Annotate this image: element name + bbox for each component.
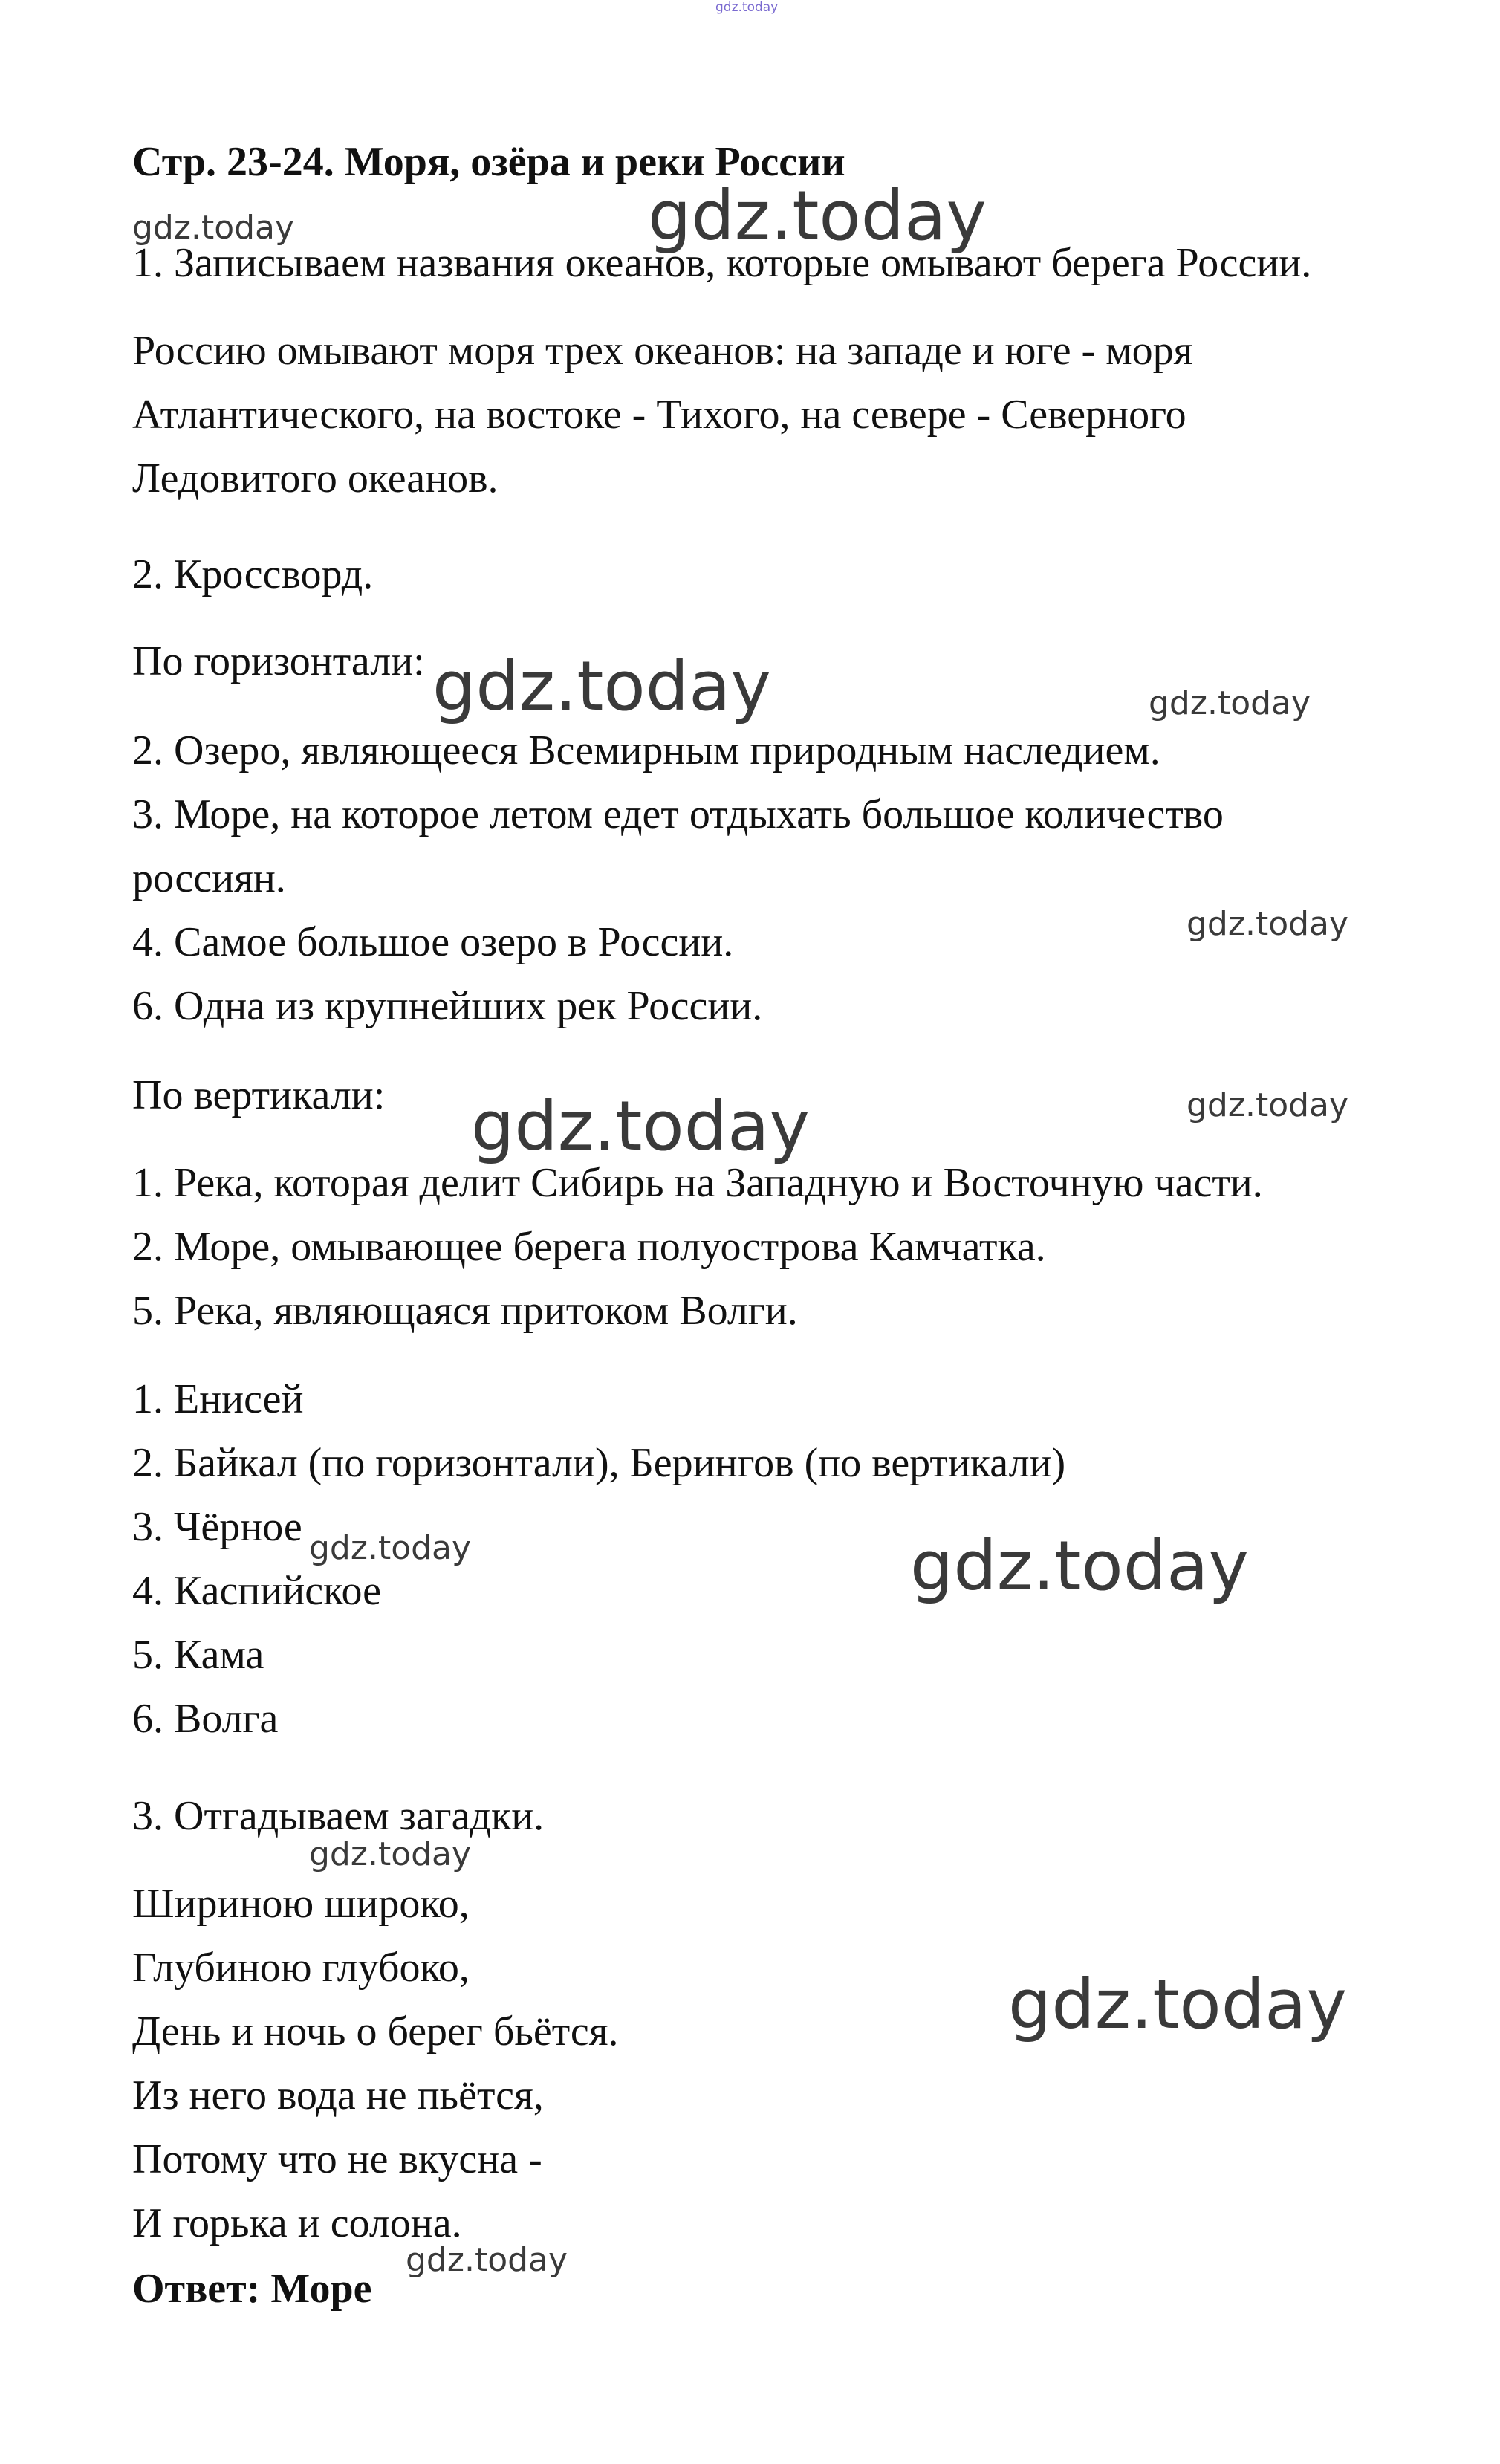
crossword-answer: 6. Волга: [132, 1696, 279, 1742]
watermark: gdz.today: [309, 1835, 472, 1873]
task1-line: Ледовитого океанов.: [132, 455, 499, 502]
horizontal-clue: 2. Озеро, являющееся Всемирным природным наследием.: [132, 727, 1160, 774]
riddle-line: День и ночь о берег бьётся.: [132, 2009, 619, 2055]
watermark: gdz.today: [132, 209, 295, 247]
crossword-answer: 3. Чёрное: [132, 1504, 302, 1550]
task2-heading: 2. Кроссворд.: [132, 551, 374, 597]
riddle-answer: Ответ: Море: [132, 2266, 372, 2312]
riddle-line: Из него вода не пьётся,: [132, 2072, 544, 2118]
vertical-clue: 1. Река, которая делит Сибирь на Западную и Восточную части.: [132, 1160, 1263, 1206]
crossword-answer: 1. Енисей: [132, 1376, 304, 1422]
crossword-answer: 2. Байкал (по горизонтали), Берингов (по вертикали): [132, 1440, 1066, 1486]
task1-line: Россию омывают моря трех океанов: на западе и юге - моря: [132, 328, 1193, 374]
watermark: gdz.today: [1008, 1965, 1347, 2044]
horizontal-clue: 6. Одна из крупнейших рек России.: [132, 983, 763, 1029]
watermark: gdz.today: [1186, 905, 1349, 943]
vertical-clue: 2. Море, омывающее берега полуострова Камчатка.: [132, 1224, 1046, 1270]
task1-line: Атлантического, на востоке - Тихого, на севере - Северного: [132, 392, 1186, 438]
page-title: Стр. 23-24. Моря, озёра и реки России: [132, 139, 845, 185]
crossword-answer: 4. Каспийское: [132, 1568, 381, 1614]
riddle-line: Шириною широко,: [132, 1881, 470, 1927]
riddle-line: Глубиною глубоко,: [132, 1945, 470, 1991]
riddle-line: Потому что не вкусна -: [132, 2136, 542, 2182]
watermark: gdz.today: [1186, 1086, 1349, 1124]
watermark: gdz.today: [648, 176, 987, 256]
watermark: gdz.today: [1149, 684, 1311, 722]
watermark: gdz.today: [910, 1526, 1249, 1606]
horizontal-clue: 4. Самое большое озеро в России.: [132, 919, 734, 965]
vertical-clue: 5. Река, являющаяся притоком Волги.: [132, 1288, 798, 1334]
watermark: gdz.today: [471, 1086, 810, 1166]
task3-heading: 3. Отгадываем загадки.: [132, 1793, 545, 1839]
horizontal-clue: 3. Море, на которое летом едет отдыхать большое количество: [132, 791, 1224, 837]
watermark: gdz.today: [309, 1529, 472, 1567]
watermark: gdz.today: [406, 2241, 568, 2279]
crossword-answer: 5. Кама: [132, 1632, 264, 1678]
watermark: gdz.today: [432, 646, 771, 726]
task1-heading: 1. Записываем названия океанов, которые омывают берега России.: [132, 240, 1312, 286]
riddle-line: И горька и солона.: [132, 2200, 462, 2246]
horizontal-label: По горизонтали:: [132, 638, 425, 684]
horizontal-clue: россиян.: [132, 855, 286, 901]
vertical-label: По вертикали:: [132, 1072, 386, 1118]
header-watermark: gdz.today: [715, 0, 779, 15]
